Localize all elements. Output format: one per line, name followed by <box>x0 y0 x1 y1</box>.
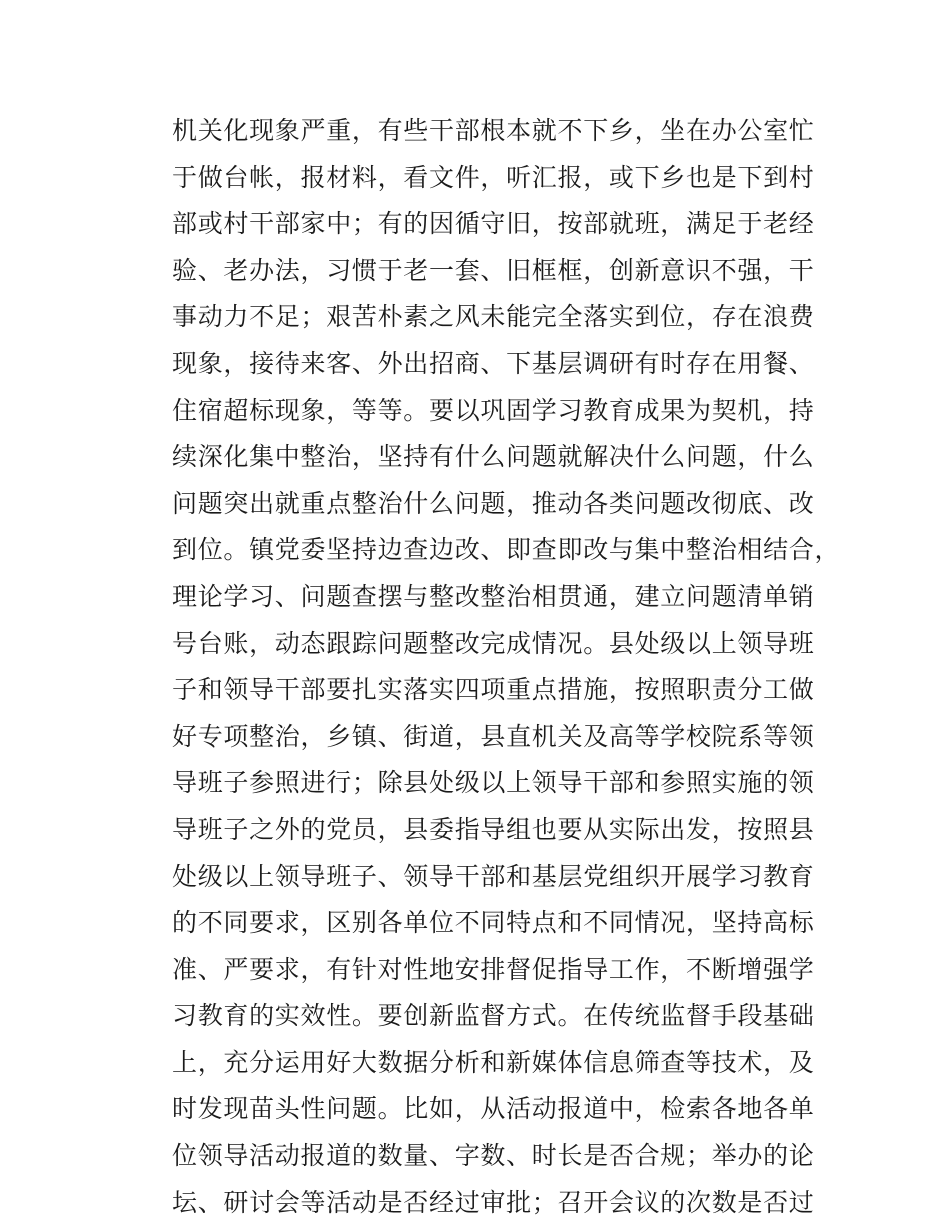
text-line: 现象，接待来客、外出招商、下基层调研有时存在用餐、 <box>172 348 815 378</box>
text-line: 子和领导干部要扎实落实四项重点措施，按照职责分工做 <box>172 675 815 705</box>
text-line: 验、老办法，习惯于老一套、旧框框，创新意识不强，干 <box>172 255 815 285</box>
text-line: 上，充分运用好大数据分析和新媒体信息筛查等技术，及 <box>172 1047 815 1077</box>
text-line: 时发现苗头性问题。比如，从活动报道中，检索各地各单 <box>172 1094 815 1124</box>
text-line: 于做台帐，报材料，看文件，听汇报，或下乡也是下到村 <box>172 162 815 192</box>
text-line: 准、严要求，有针对性地安排督促指导工作，不断增强学 <box>172 954 815 984</box>
text-line: 到位。镇党委坚持边查边改、即查即改与集中整治相结合， <box>172 535 841 565</box>
text-line: 住宿超标现象，等等。要以巩固学习教育成果为契机，持 <box>172 395 815 425</box>
text-line: 事动力不足；艰苦朴素之风未能完全落实到位，存在浪费 <box>172 302 815 332</box>
text-line: 问题突出就重点整治什么问题，推动各类问题改彻底、改 <box>172 488 815 518</box>
text-line: 号台账，动态跟踪问题整改完成情况。县处级以上领导班 <box>172 628 815 658</box>
text-line: 机关化现象严重，有些干部根本就不下乡，坐在办公室忙 <box>172 116 815 145</box>
text-line: 部或村干部家中；有的因循守旧，按部就班，满足于老经 <box>172 209 815 239</box>
text-line: 位领导活动报道的数量、字数、时长是否合规；举办的论 <box>172 1141 815 1171</box>
text-line: 好专项整治，乡镇、街道，县直机关及高等学校院系等领 <box>172 721 815 751</box>
text-line: 坛、研讨会等活动是否经过审批；召开会议的次数是否过 <box>172 1187 815 1217</box>
body-text <box>172 108 841 1226</box>
text-line: 续深化集中整治，坚持有什么问题就解决什么问题，什么 <box>172 442 815 472</box>
text-line: 的不同要求，区别各单位不同特点和不同情况，坚持高标 <box>172 908 815 938</box>
text-line: 导班子之外的党员，县委指导组也要从实际出发，按照县 <box>172 814 815 844</box>
text-line: 习教育的实效性。要创新监督方式。在传统监督手段基础 <box>172 1001 815 1031</box>
text-line: 理论学习、问题查摆与整改整治相贯通，建立问题清单销 <box>172 581 815 611</box>
text-line: 处级以上领导班子、领导干部和基层党组织开展学习教育 <box>172 861 815 891</box>
text-line: 导班子参照进行；除县处级以上领导干部和参照实施的领 <box>172 768 815 798</box>
